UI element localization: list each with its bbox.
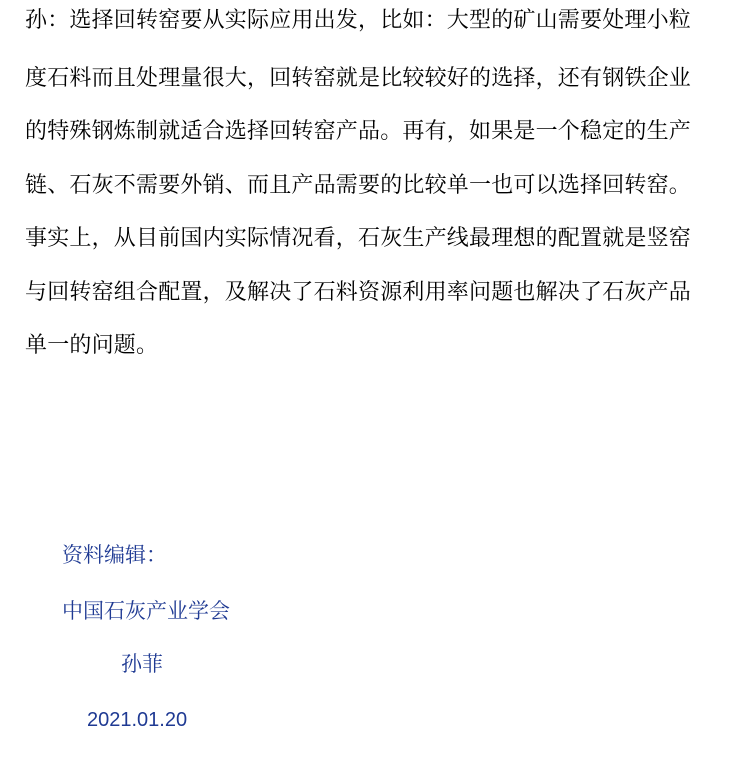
article-line-1: 孙：选择回转窑要从实际应用出发，比如：大型的矿山需要处理小粒 (25, 8, 692, 33)
editor-label: 资料编辑： (62, 543, 167, 567)
article-line-4: 链、石灰不需要外销、而且产品需要的比较单一也可以选择回转窑。 (25, 173, 692, 198)
editor-name: 孙菲 (121, 652, 163, 676)
article-line-5: 事实上，从目前国内实际情况看，石灰生产线最理想的配置就是竖窑 (25, 226, 692, 251)
article-line-2: 度石料而且处理量很大，回转窑就是比较较好的选择，还有钢铁企业 (25, 66, 692, 91)
article-line-3: 的特殊钢炼制就适合选择回转窑产品。再有，如果是一个稳定的生产 (25, 119, 692, 144)
article-line-6: 与回转窑组合配置，及解决了石料资源利用率问题也解决了石灰产品 (25, 280, 692, 305)
organization-name: 中国石灰产业学会 (62, 599, 230, 623)
publish-date: 2021.01.20 (87, 709, 188, 731)
article-line-7: 单一的问题。 (25, 333, 159, 358)
